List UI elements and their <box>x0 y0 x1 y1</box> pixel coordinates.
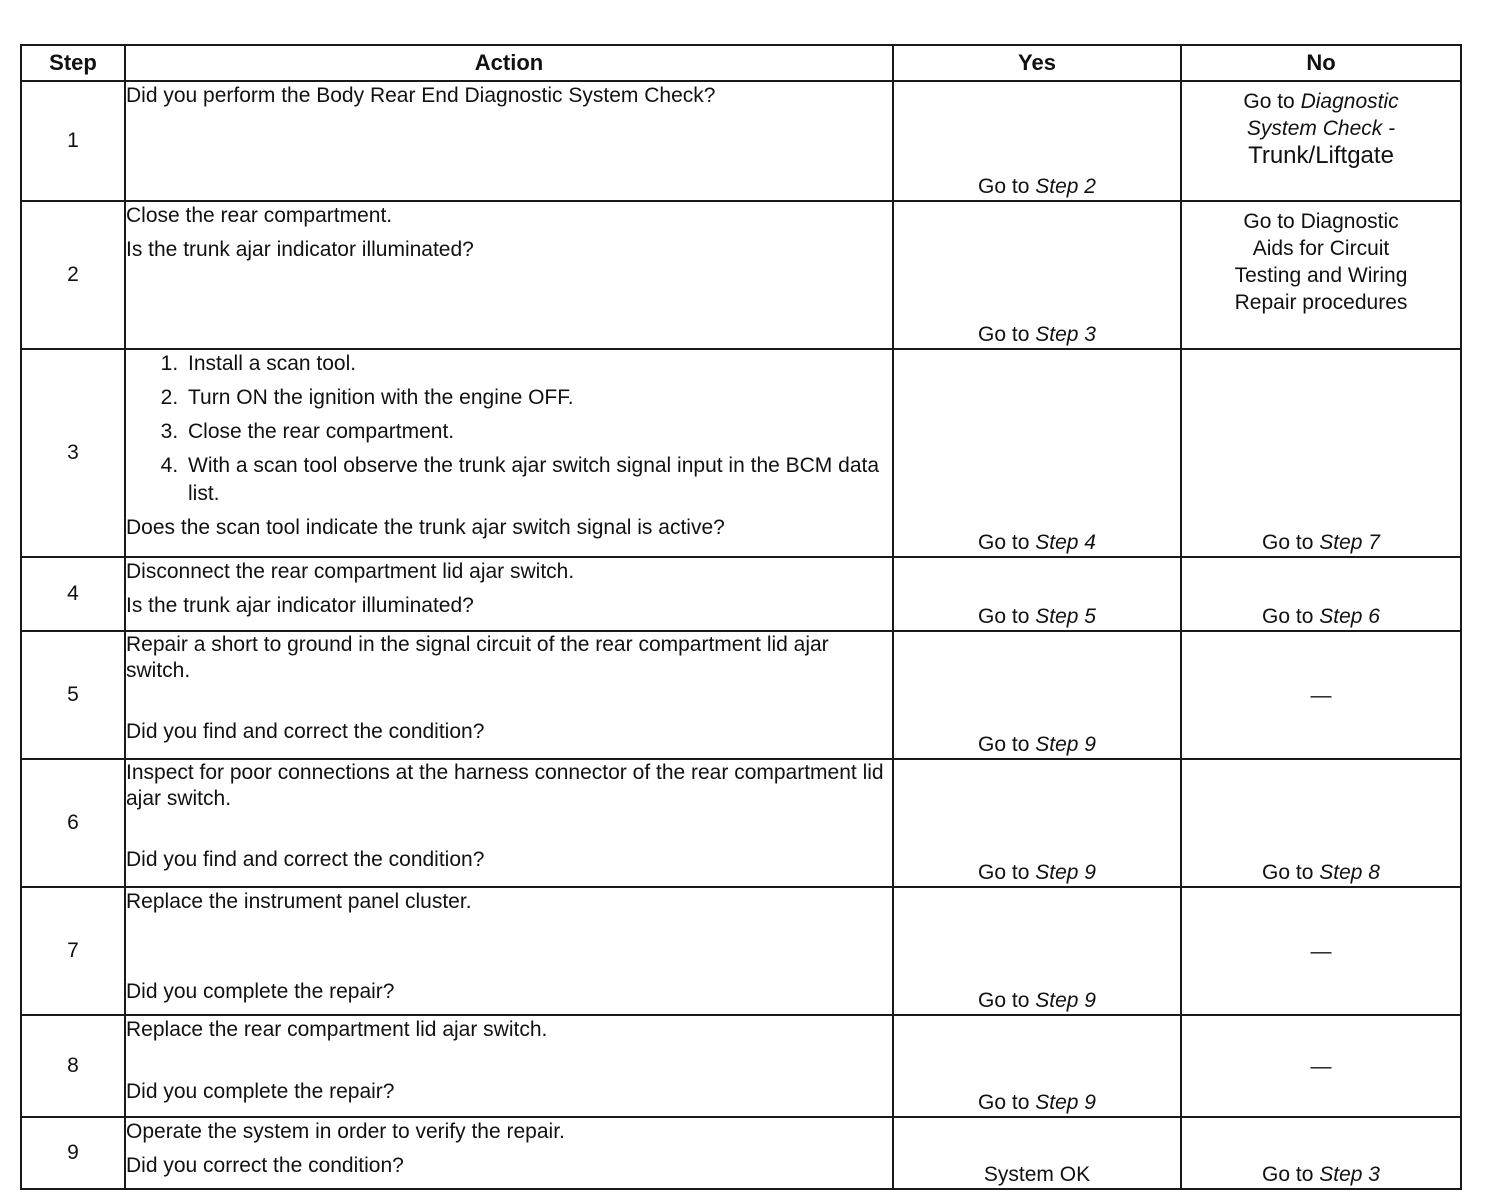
yes-step-ref: Step 9 <box>1035 1091 1096 1114</box>
no-text: Go to <box>1243 90 1295 113</box>
action-line: Did you find and correct the condition? <box>126 848 485 871</box>
step-number: 2 <box>21 201 125 349</box>
table-row <box>21 887 1461 1015</box>
no-cell <box>1181 81 1461 201</box>
action-line: Inspect for poor connections at the harness connector of the rear compartment lid ajar switch. <box>126 761 884 810</box>
no-step-ref: Step 8 <box>1319 861 1380 884</box>
no-prefix: Go to <box>1262 605 1314 628</box>
table-row <box>21 759 1461 887</box>
step-number: 3 <box>21 349 125 557</box>
action-cell <box>125 631 893 759</box>
action-line: Replace the instrument panel cluster. <box>126 890 472 913</box>
no-line: Repair procedures <box>1234 291 1408 314</box>
yes-step-ref: Step 5 <box>1035 605 1096 628</box>
action-line: Is the trunk ajar indicator illuminated? <box>126 594 474 617</box>
action-cell <box>125 759 893 887</box>
action-line: Close the rear compartment. <box>126 204 393 227</box>
action-cell <box>125 81 893 201</box>
step-number: 1 <box>21 81 125 201</box>
no-line: Go to Diagnostic <box>1243 210 1399 233</box>
yes-step-ref: Step 9 <box>1035 861 1096 884</box>
action-question: Does the scan tool indicate the trunk ajar switch signal is active? <box>126 516 725 539</box>
no-line: Aids for Circuit <box>1252 237 1390 260</box>
action-line: Did you complete the repair? <box>126 980 395 1003</box>
no-ital: Diagnostic <box>1300 90 1399 113</box>
no-cell <box>1181 201 1461 349</box>
no-cell <box>1181 349 1461 557</box>
yes-step-ref: Step 3 <box>1035 323 1096 346</box>
yes-cell <box>893 887 1181 1015</box>
header-action: Action <box>125 45 893 81</box>
no-cell <box>1181 759 1461 887</box>
yes-prefix: Go to <box>978 1091 1030 1114</box>
action-line: Did you perform the Body Rear End Diagnostic System Check? <box>126 84 716 107</box>
action-line: Did you find and correct the condition? <box>126 720 485 743</box>
no-prefix: Go to <box>1262 861 1314 884</box>
yes-cell <box>893 631 1181 759</box>
table-row <box>21 557 1461 631</box>
yes-cell <box>893 1015 1181 1117</box>
yes-step-ref: Step 4 <box>1035 531 1096 554</box>
no-cell <box>1181 887 1461 1015</box>
action-cell <box>125 1117 893 1189</box>
no-text: Trunk/Liftgate <box>1248 142 1394 169</box>
no-cell <box>1181 631 1461 759</box>
yes-cell <box>893 81 1181 201</box>
table-row <box>21 631 1461 759</box>
action-line: Repair a short to ground in the signal circuit of the rear compartment lid ajar switch. <box>126 633 829 682</box>
yes-cell <box>893 1117 1181 1189</box>
no-step-ref: Step 3 <box>1319 1163 1380 1186</box>
action-cell <box>125 349 893 557</box>
no-step-ref: Step 7 <box>1319 531 1380 554</box>
action-list <box>126 350 892 508</box>
no-dash: — <box>1310 939 1332 963</box>
list-item: 1. Install a scan tool. <box>184 350 892 378</box>
list-item: 3. Close the rear compartment. <box>184 418 892 446</box>
header-step: Step <box>21 45 125 81</box>
table-row <box>21 201 1461 349</box>
no-prefix: Go to <box>1262 1163 1314 1186</box>
diagnostic-table <box>20 44 1462 1190</box>
action-line: Did you complete the repair? <box>126 1080 395 1103</box>
action-line: Is the trunk ajar indicator illuminated? <box>126 238 474 261</box>
action-line: Disconnect the rear compartment lid ajar switch. <box>126 560 575 583</box>
table-row <box>21 81 1461 201</box>
action-line: Operate the system in order to verify the repair. <box>126 1120 565 1143</box>
no-cell <box>1181 557 1461 631</box>
no-dash: — <box>1310 1054 1332 1078</box>
table-header-row <box>21 45 1461 81</box>
yes-cell <box>893 349 1181 557</box>
yes-step-ref: Step 9 <box>1035 733 1096 756</box>
yes-prefix: Go to <box>978 323 1030 346</box>
no-cell <box>1181 1117 1461 1189</box>
no-step-ref: Step 6 <box>1319 605 1380 628</box>
header-yes: Yes <box>893 45 1181 81</box>
action-cell <box>125 557 893 631</box>
action-line: Did you correct the condition? <box>126 1154 404 1177</box>
step-number: 7 <box>21 887 125 1015</box>
table-row <box>21 349 1461 557</box>
step-number: 5 <box>21 631 125 759</box>
yes-text: System OK <box>983 1163 1091 1186</box>
action-cell <box>125 887 893 1015</box>
step-number: 4 <box>21 557 125 631</box>
header-no: No <box>1181 45 1461 81</box>
yes-cell <box>893 759 1181 887</box>
action-cell <box>125 1015 893 1117</box>
no-prefix: Go to <box>1262 531 1314 554</box>
step-number: 9 <box>21 1117 125 1189</box>
no-line: Testing and Wiring <box>1234 264 1408 287</box>
action-cell <box>125 201 893 349</box>
yes-prefix: Go to <box>978 989 1030 1012</box>
no-dash: — <box>1310 683 1332 707</box>
step-number: 6 <box>21 759 125 887</box>
list-item: 2. Turn ON the ignition with the engine OFF. <box>184 384 892 412</box>
action-line: Replace the rear compartment lid ajar switch. <box>126 1018 548 1041</box>
yes-cell <box>893 201 1181 349</box>
table-row <box>21 1015 1461 1117</box>
yes-prefix: Go to <box>978 861 1030 884</box>
table-row <box>21 1117 1461 1189</box>
list-item: 4. With a scan tool observe the trunk ajar switch signal input in the BCM data list. <box>184 452 892 508</box>
yes-prefix: Go to <box>978 605 1030 628</box>
no-ital: System Check - <box>1246 117 1396 140</box>
yes-step-ref: Step 9 <box>1035 989 1096 1012</box>
yes-cell <box>893 557 1181 631</box>
yes-prefix: Go to <box>978 175 1030 198</box>
step-number: 8 <box>21 1015 125 1117</box>
yes-prefix: Go to <box>978 531 1030 554</box>
yes-step-ref: Step 2 <box>1035 175 1096 198</box>
no-cell <box>1181 1015 1461 1117</box>
yes-prefix: Go to <box>978 733 1030 756</box>
